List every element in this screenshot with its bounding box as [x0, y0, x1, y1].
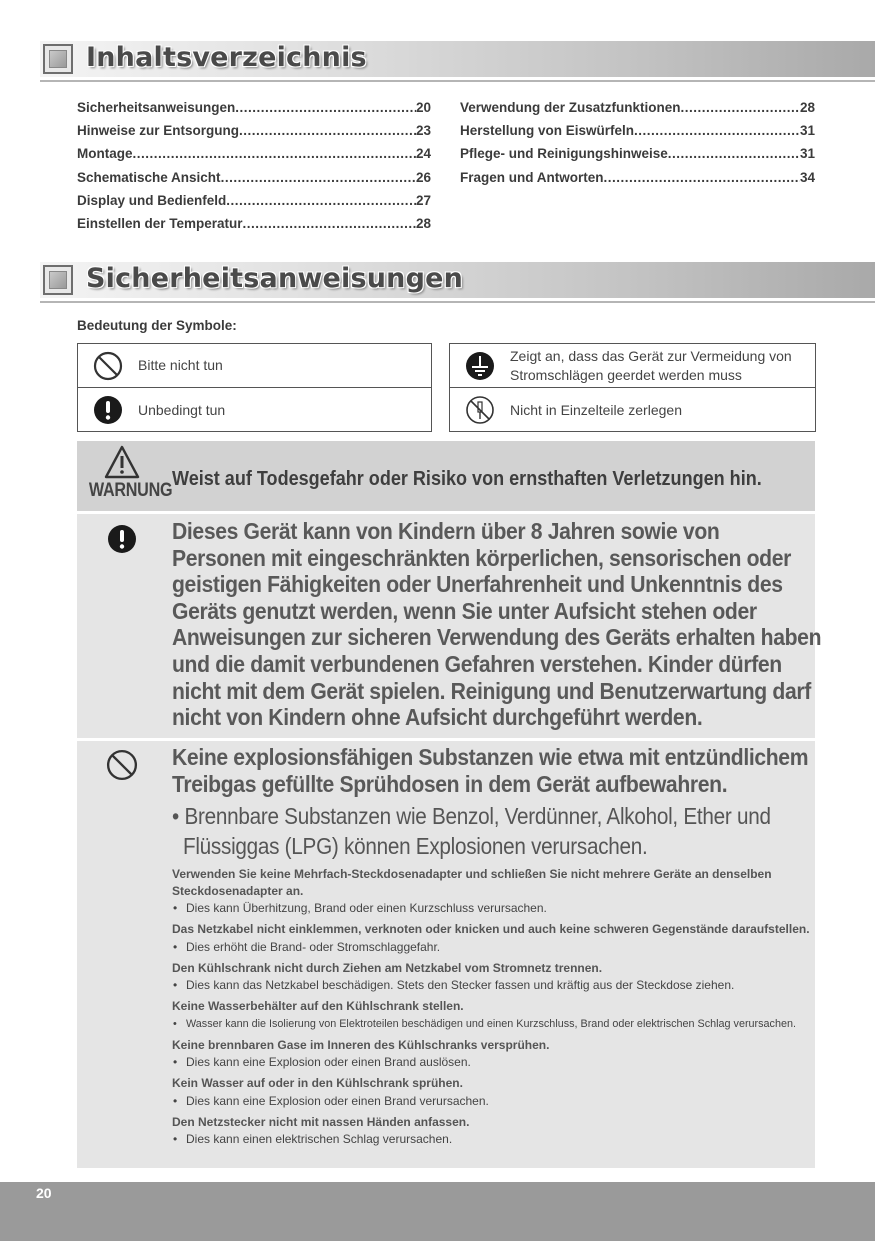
- toc-entry-label: Pflege- und Reinigungshinweise: [460, 146, 668, 162]
- safety-item-bullet: • Dies kann eine Explosion oder einen Brand verursachen.: [172, 1093, 812, 1109]
- warning-block-explosives: [77, 741, 815, 1168]
- toc-entry[interactable]: [460, 146, 815, 169]
- symbol-table-right: [449, 343, 816, 432]
- toc-entry[interactable]: [77, 170, 431, 193]
- text-line: Dieses Gerät kann von Kindern über 8 Jahren sowie von: [172, 518, 720, 544]
- ground-icon: [450, 351, 510, 381]
- toc-entry-page: 28: [799, 100, 815, 115]
- symbol-row-prohibited: [78, 344, 431, 388]
- symbols-label: Bedeutung der Symbole:: [77, 318, 237, 333]
- page-number: 20: [36, 1185, 52, 1201]
- toc-entry-label: Hinweise zur Entsorgung: [77, 123, 240, 139]
- children-warning-text: [172, 518, 822, 731]
- toc-entry[interactable]: [460, 170, 815, 193]
- toc-entry[interactable]: [460, 100, 815, 123]
- page-footer: [0, 1182, 875, 1241]
- header-underline: [40, 80, 875, 82]
- text-line: Personen mit eingeschränkten körperlichen, sensorischen oder: [172, 544, 791, 571]
- toc-entry-page: 27: [415, 192, 431, 208]
- toc-entry[interactable]: [77, 146, 431, 169]
- safety-item-heading: Den Kühlschrank nicht durch Ziehen am Netzkabel vom Stromnetz trennen.: [172, 960, 603, 975]
- section-square-icon: [43, 44, 73, 74]
- toc-entry-page: 31: [799, 123, 815, 139]
- safety-item-bullet: • Dies kann Überhitzung, Brand oder einen Kurzschluss verursachen.: [172, 900, 812, 916]
- text-line: Geräts genutzt werden, wenn Sie unter Aufsicht stehen oder: [172, 597, 757, 624]
- prohibited-icon: [78, 351, 138, 381]
- no-disassembly-icon: [450, 395, 510, 425]
- toc-entry[interactable]: [77, 193, 431, 216]
- text-line: Anweisungen zur sicheren Verwendung des Geräts erhalten haben: [172, 624, 822, 651]
- warning-word: WARNUNG: [88, 480, 173, 501]
- toc-right-column: [460, 100, 815, 193]
- text-line: geistigen Fähigkeiten oder Unerfahrenheit und Unkenntnis des: [172, 571, 783, 598]
- symbol-text-line: Zeigt an, dass das Gerät zur Vermeidung von: [510, 347, 792, 364]
- header-underline: [40, 301, 875, 303]
- section-square-icon: [43, 265, 73, 295]
- toc-entry-label: Einstellen der Temperatur: [77, 215, 243, 231]
- safety-item-heading: Kein Wasser auf oder in den Kühlschrank sprühen.: [172, 1076, 463, 1090]
- explosives-bullet: [172, 801, 837, 861]
- toc-entry-label: Display und Bedienfeld: [77, 192, 227, 208]
- symbol-text: [510, 347, 792, 385]
- symbol-row-mandatory: [78, 388, 431, 432]
- safety-title: Sicherheitsanweisungen: [86, 263, 464, 294]
- symbol-row-disassemble: [450, 388, 815, 432]
- toc-entry-page: 28: [415, 215, 431, 231]
- prohibited-icon: [99, 749, 145, 781]
- symbol-table-left: [77, 343, 432, 432]
- toc-entry-page: 20: [415, 100, 431, 115]
- safety-item-heading: Das Netzkabel nicht einklemmen, verknoten oder knicken und auch keine schweren Gegenstände daraufstellen.: [172, 922, 810, 936]
- warning-header: [77, 441, 815, 511]
- bullet-line: • Brennbare Substanzen wie Benzol, Verdünner, Alkohol, Ether und: [172, 803, 771, 829]
- toc-entry-page: 23: [415, 123, 431, 139]
- toc-entry[interactable]: [77, 216, 431, 239]
- symbol-text-line: Stromschlägen geerdet werden muss: [510, 366, 742, 383]
- safety-item-heading: Keine Wasserbehälter auf den Kühlschrank stellen.: [172, 999, 464, 1013]
- toc-header: [40, 41, 875, 77]
- text-line: Keine explosionsfähigen Substanzen wie etwa mit entzündlichem: [172, 744, 809, 770]
- symbol-row-ground: [450, 344, 815, 388]
- safety-item-bullet: • Dies erhöht die Brand- oder Stromschlaggefahr.: [172, 939, 812, 955]
- toc-entry-label: Montage: [77, 146, 133, 162]
- text-line: Treibgas gefüllte Sprühdosen in dem Gerät aufbewahren.: [172, 770, 728, 797]
- safety-item-bullet: • Dies kann das Netzkabel beschädigen. Stets den Stecker fassen und kräftig aus der Steckdose ziehen.: [172, 977, 812, 993]
- safety-item-bullet: • Wasser kann die Isolierung von Elektroteilen beschädigen und einen Kurzschluss, Brand oder elektrischen Schlag verursachen.: [172, 1016, 812, 1032]
- toc-left-column: [77, 100, 431, 239]
- exclamation-icon: [99, 524, 145, 554]
- safety-item-heading: Den Netzstecker nicht mit nassen Händen anfassen.: [172, 1114, 470, 1129]
- toc-title: Inhaltsverzeichnis: [86, 42, 367, 73]
- text-line: und die damit verbundenen Gefahren verstehen. Kinder dürfen: [172, 650, 782, 677]
- safety-items-list: [172, 866, 812, 1152]
- safety-item-heading: Verwenden Sie keine Mehrfach-Steckdosenadapter und schließen Sie nicht mehrere Geräte an denselben Steckdosenadapter an.: [172, 867, 772, 898]
- toc-entry-label: Herstellung von Eiswürfeln: [460, 123, 635, 139]
- toc-entry-label: Verwendung der Zusatzfunktionen: [460, 100, 681, 115]
- warning-badge: [83, 445, 173, 502]
- exclamation-icon: [78, 395, 138, 425]
- warning-block-children: [77, 514, 822, 738]
- toc-entry[interactable]: [77, 100, 431, 123]
- symbol-text: Nicht in Einzelteile zerlegen: [510, 401, 682, 418]
- toc-entry-page: 34: [799, 169, 815, 185]
- safety-item-heading: Keine brennbaren Gase im Inneren des Kühlschranks versprühen.: [172, 1037, 550, 1052]
- text-line: nicht von Kindern ohne Aufsicht durchgeführt werden.: [172, 704, 703, 731]
- warning-triangle-icon: [104, 445, 140, 479]
- bullet-line: Flüssiggas (LPG) können Explosionen verursachen.: [172, 833, 648, 859]
- toc-entry-label: Sicherheitsanweisungen: [77, 100, 236, 115]
- safety-item-bullet: • Dies kann einen elektrischen Schlag verursachen.: [172, 1131, 812, 1147]
- warning-text: Weist auf Todesgefahr oder Risiko von ernsthaften Verletzungen hin.: [172, 467, 762, 490]
- toc-entry[interactable]: [77, 123, 431, 146]
- safety-item-bullet: • Dies kann eine Explosion oder einen Brand auslösen.: [172, 1054, 812, 1070]
- symbol-text: Bitte nicht tun: [138, 357, 223, 373]
- toc-entry[interactable]: [460, 123, 815, 146]
- explosives-warning-text: [172, 744, 812, 797]
- text-line: nicht mit dem Gerät spielen. Reinigung und Benutzerwartung darf: [172, 677, 811, 704]
- toc-entry-page: 31: [799, 146, 815, 162]
- symbol-text: Unbedingt tun: [138, 401, 226, 418]
- toc-entry-label: Schematische Ansicht: [77, 169, 221, 185]
- toc-entry-label: Fragen und Antworten: [460, 169, 604, 185]
- safety-header: [40, 262, 875, 298]
- toc-entry-page: 24: [415, 146, 431, 162]
- toc-entry-page: 26: [415, 169, 431, 185]
